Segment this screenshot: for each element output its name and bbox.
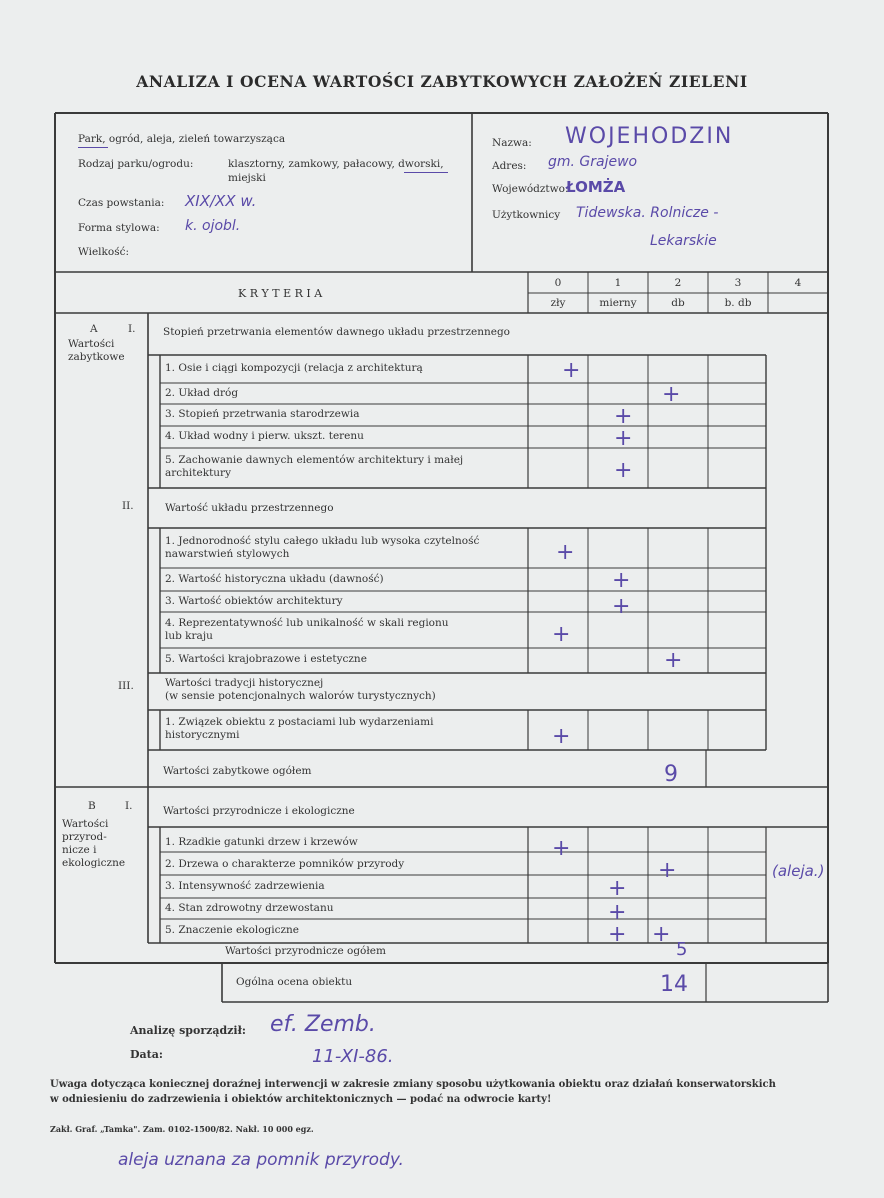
mark-a1-4: + bbox=[614, 426, 633, 451]
czas-value: XIX/XX w. bbox=[185, 192, 257, 210]
a2-item-2: 2. Wartość historyczna układu (dawność) bbox=[165, 573, 384, 585]
underline-dworski bbox=[404, 172, 448, 173]
mark-a1-5: + bbox=[614, 458, 633, 483]
overall-value: 14 bbox=[660, 972, 688, 997]
park-types: Park, ogród, aleja, zieleń towarzysząca bbox=[78, 133, 286, 145]
a3-heading: Wartości tradycji historycznej (w sensie potencjonalnych walorów turystycznych) bbox=[165, 677, 436, 702]
print-info: Zakł. Graf. „Tamka". Zam. 0102-1500/82. Nakł. 10 000 egz. bbox=[50, 1124, 314, 1134]
rodzaj-options-2: miejski bbox=[228, 172, 266, 184]
kryteria-heading: K R Y T E R I A bbox=[238, 287, 323, 300]
mark-b1-5: + bbox=[608, 922, 627, 947]
a2-heading: Wartość układu przestrzennego bbox=[165, 502, 334, 514]
adres-value: gm. Grajewo bbox=[548, 154, 638, 170]
czas-label: Czas powstania: bbox=[78, 197, 165, 209]
section-a3-roman: III. bbox=[118, 680, 134, 692]
section-a-label: Wartości zabytkowe bbox=[68, 338, 125, 363]
side-note: (aleja.) bbox=[772, 862, 825, 880]
signature: ef. Zemb. bbox=[270, 1012, 376, 1037]
underline-park bbox=[78, 147, 108, 148]
a2-item-4: 4. Reprezentatywność lub unikalność w skali regionu lub kraju bbox=[165, 617, 449, 642]
a1-item-1: 1. Osie i ciągi kompozycji (relacja z architekturą bbox=[165, 362, 423, 374]
score-label-3: b. db bbox=[724, 297, 752, 309]
nazwa-label: Nazwa: bbox=[492, 137, 532, 149]
a-total-value: 9 bbox=[664, 762, 678, 787]
section-a-roman: I. bbox=[128, 323, 136, 335]
a1-item-5: 5. Zachowanie dawnych elementów architektury i małej architektury bbox=[165, 454, 464, 479]
b1-item-3: 3. Intensywność zadrzewienia bbox=[165, 880, 325, 892]
a2-item-5: 5. Wartości krajobrazowe i estetyczne bbox=[165, 653, 367, 665]
mark-a1-2: + bbox=[662, 382, 681, 407]
mark-a2-3: + bbox=[612, 594, 631, 619]
forma-value: k. ojobl. bbox=[185, 218, 241, 234]
mark-b1-1: + bbox=[552, 836, 571, 861]
mark-a1-1: + bbox=[562, 358, 581, 383]
forma-label: Forma stylowa: bbox=[78, 222, 160, 234]
section-a-letter: A bbox=[90, 323, 98, 335]
a1-item-4: 4. Układ wodny i pierw. ukszt. terenu bbox=[165, 430, 364, 442]
overall-label: Ogólna ocena obiektu bbox=[236, 976, 353, 988]
mark-a2-1: + bbox=[556, 540, 575, 565]
b1-heading: Wartości przyrodnicze i ekologiczne bbox=[163, 805, 355, 817]
score-2: 2 bbox=[674, 277, 682, 289]
b-total-label: Wartości przyrodnicze ogółem bbox=[225, 945, 386, 957]
score-1: 1 bbox=[614, 277, 622, 289]
score-0: 0 bbox=[554, 277, 562, 289]
score-4: 4 bbox=[794, 277, 802, 289]
rodzaj-label: Rodzaj parku/ogrodu: bbox=[78, 158, 194, 170]
section-b-label: Wartości przyrod- nicze i ekologiczne bbox=[62, 818, 126, 869]
mark-b1-4: + bbox=[608, 900, 627, 925]
mark-a1-3: + bbox=[614, 404, 633, 429]
mark-a2-2: + bbox=[612, 568, 631, 593]
data-value: 11-XI-86. bbox=[312, 1046, 394, 1067]
mark-b1-3: + bbox=[608, 876, 627, 901]
score-label-1: mierny bbox=[599, 297, 637, 309]
mark-a2-4: + bbox=[552, 622, 571, 647]
b-total-value: 5 bbox=[676, 939, 688, 960]
b1-item-5: 5. Znaczenie ekologiczne bbox=[165, 924, 300, 936]
handwritten-note: aleja uznana za pomnik przyrody. bbox=[118, 1150, 404, 1170]
b1-item-2: 2. Drzewa o charakterze pomników przyrody bbox=[165, 858, 405, 870]
data-label: Data: bbox=[130, 1048, 163, 1061]
section-b-letter: B bbox=[88, 800, 96, 812]
score-label-0: zły bbox=[550, 297, 566, 309]
rodzaj-options: klasztorny, zamkowy, pałacowy, dworski, bbox=[228, 158, 444, 170]
score-3: 3 bbox=[734, 277, 742, 289]
nazwa-value: WOJEHODZIN bbox=[565, 124, 734, 149]
uwaga-line-1: Uwaga dotycząca koniecznej doraźnej interwencji w zakresie zmiany sposobu użytkowania obiektu oraz działań konserwatorskich bbox=[50, 1079, 776, 1090]
uzytkownicy-value-1: Tidewska. Rolnicze - bbox=[576, 205, 719, 221]
wojewodztwo-label: Województwo: bbox=[492, 183, 569, 195]
wielkosc-label: Wielkość: bbox=[78, 246, 130, 258]
analiza-label: Analizę sporządził: bbox=[130, 1024, 246, 1037]
mark-b1-2: + bbox=[658, 858, 677, 883]
a-total-label: Wartości zabytkowe ogółem bbox=[163, 765, 312, 777]
b1-item-1: 1. Rzadkie gatunki drzew i krzewów bbox=[165, 836, 358, 848]
form-title: ANALIZA I OCENA WARTOŚCI ZABYTKOWYCH ZAŁOŻEŃ ZIELENI bbox=[136, 72, 748, 91]
uwaga-line-2: w odniesieniu do zadrzewienia i obiektów architektonicznych — podać na odwrocie karty! bbox=[50, 1094, 552, 1105]
uzytkownicy-label: Użytkownicy bbox=[492, 209, 561, 221]
wojewodztwo-value: ŁOMŻA bbox=[566, 178, 626, 196]
a2-item-3: 3. Wartość obiektów architektury bbox=[165, 595, 343, 607]
mark-b1-5-crossed: + bbox=[652, 922, 671, 947]
section-a2-roman: II. bbox=[122, 500, 134, 512]
a2-item-1: 1. Jednorodność stylu całego układu lub wysoka czytelność nawarstwień stylowych bbox=[165, 535, 480, 560]
section-b-roman: I. bbox=[125, 800, 133, 812]
a3-item-1: 1. Związek obiektu z postaciami lub wydarzeniami historycznymi bbox=[165, 716, 434, 741]
b1-item-4: 4. Stan zdrowotny drzewostanu bbox=[165, 902, 334, 914]
mark-a3-1: + bbox=[552, 724, 571, 749]
score-label-2: db bbox=[671, 297, 685, 309]
a1-item-3: 3. Stopień przetrwania starodrzewia bbox=[165, 408, 360, 420]
mark-a2-5: + bbox=[664, 648, 683, 673]
a1-item-2: 2. Układ dróg bbox=[165, 387, 239, 399]
uzytkownicy-value-2: Lekarskie bbox=[650, 233, 717, 249]
adres-label: Adres: bbox=[492, 160, 527, 172]
a1-heading: Stopień przetrwania elementów dawnego układu przestrzennego bbox=[163, 326, 510, 338]
